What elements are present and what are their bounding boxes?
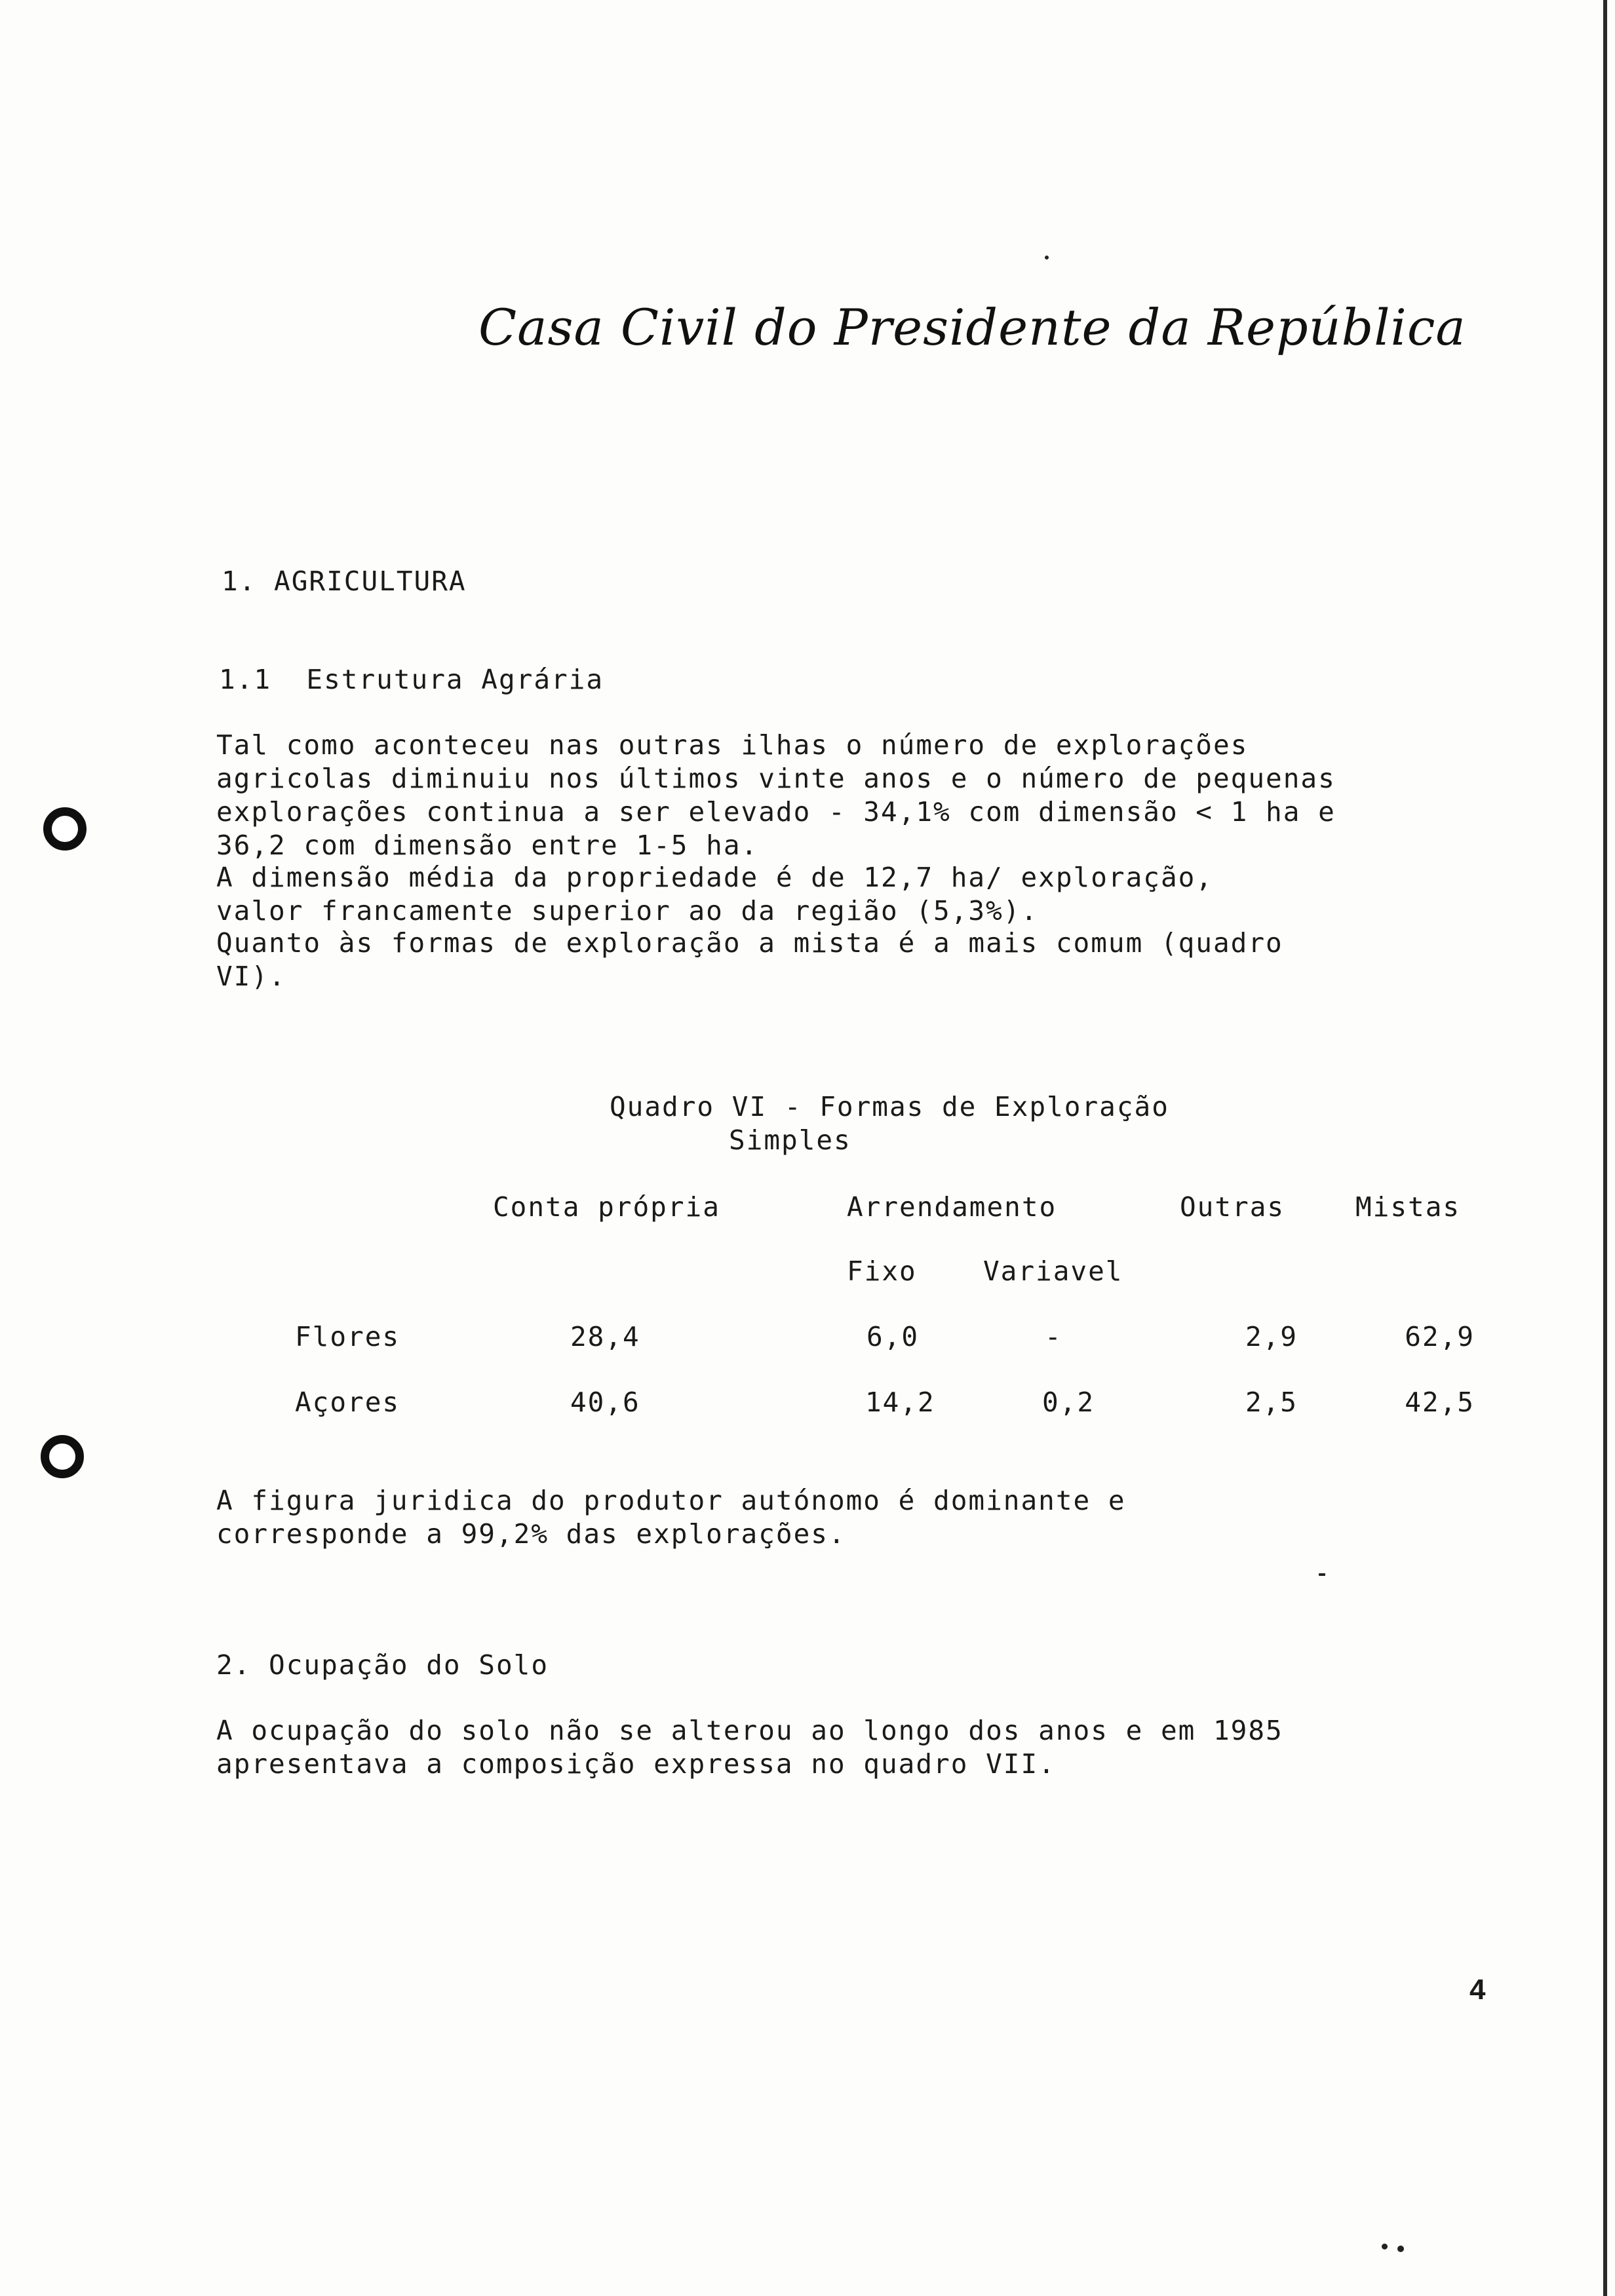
section-title-agricultura: 1. AGRICULTURA — [222, 565, 467, 597]
header-variavel: Variavel — [983, 1255, 1123, 1287]
cell-variavel: - — [1045, 1321, 1062, 1352]
scan-speck — [1397, 2246, 1404, 2252]
cell-outras: 2,5 — [1245, 1387, 1298, 1418]
header-mistas: Mistas — [1355, 1191, 1461, 1223]
row-label: Açores — [295, 1387, 400, 1418]
paragraph-ocupacao-solo: A ocupação do solo não se alterou ao longo dos anos e em 1985 apresentava a composição expressa no quadro VII. — [216, 1715, 1283, 1780]
cell-mistas: 42,5 — [1405, 1387, 1475, 1418]
header-arrendamento: Arrendamento — [847, 1191, 1057, 1223]
page-edge-shadow — [1603, 0, 1607, 2296]
header-fixo: Fixo — [847, 1255, 917, 1287]
punch-hole-bottom — [41, 1435, 84, 1478]
table-title: Quadro VI - Formas de Exploração — [610, 1091, 1169, 1122]
cell-fixo: 14,2 — [865, 1387, 935, 1418]
cell-variavel: 0,2 — [1042, 1387, 1095, 1418]
paragraph-figura-juridica: A figura juridica do produtor autónomo é dominante e corresponde a 99,2% das explorações. — [216, 1485, 1126, 1550]
header-outras: Outras — [1180, 1191, 1285, 1223]
letterhead: Casa Civil do Presidente da República — [478, 298, 1466, 356]
cell-conta-propria: 40,6 — [570, 1387, 640, 1418]
section-title-ocupacao-solo: 2. Ocupação do Solo — [216, 1649, 549, 1681]
paragraph-dimensao-media: A dimensão média da propriedade é de 12,7 ha/ exploração, valor francamente superior ao da região (5,3%). — [216, 862, 1213, 927]
table-subtitle: Simples — [729, 1124, 851, 1156]
cell-conta-propria: 28,4 — [570, 1321, 640, 1352]
cell-outras: 2,9 — [1245, 1321, 1298, 1352]
scan-speck — [1382, 2244, 1388, 2249]
row-label: Flores — [295, 1321, 400, 1352]
punch-hole-top — [43, 807, 87, 851]
page-number: 4 — [1469, 1974, 1486, 2006]
paragraph-exploracoes: Tal como aconteceu nas outras ilhas o número de explorações agricolas diminuiu nos últimos vinte anos e o número de pequenas explorações continua a ser elevado - 34,1% com dimensão < 1 ha e 36,2 com dimensão entre 1-5 ha. — [216, 729, 1336, 861]
header-conta-propria: Conta própria — [493, 1191, 720, 1223]
subsection-title-estrutura-agraria: 1.1 Estrutura Agrária — [219, 664, 604, 695]
cell-mistas: 62,9 — [1405, 1321, 1475, 1352]
scan-speck — [1045, 256, 1049, 259]
scan-speck — [1319, 1573, 1325, 1576]
cell-fixo: 6,0 — [866, 1321, 920, 1352]
paragraph-formas-exploracao: Quanto às formas de exploração a mista é a mais comum (quadro VI). — [216, 927, 1283, 992]
